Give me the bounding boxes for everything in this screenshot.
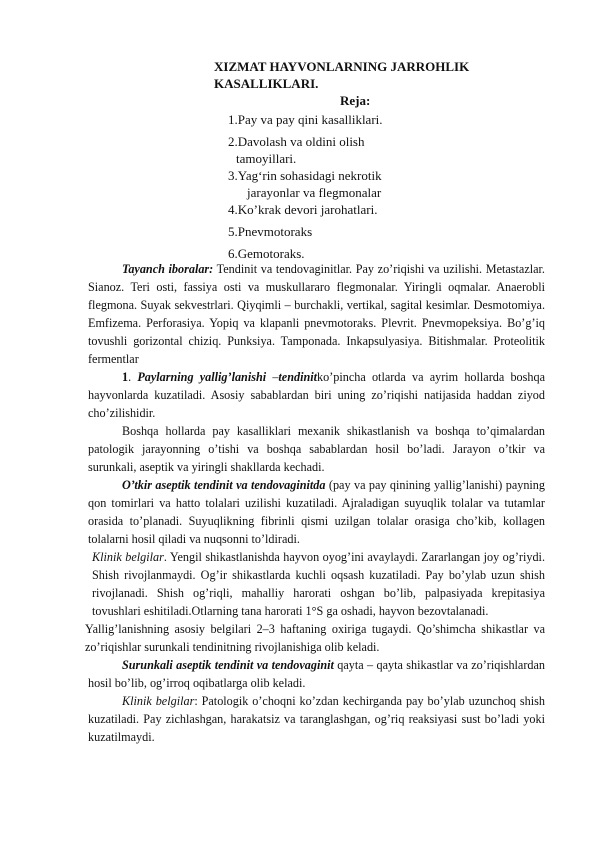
key-terms-label: Tayanch iboralar: [122,262,214,276]
section-number: 1 [122,370,129,384]
clinical-signs-label: Klinik belgilar [92,550,164,564]
section-heading: Paylarning yallig’lanishi [137,370,267,384]
paragraph-text: : Patologik o’choqni ko’zdan kechirganda pay bo’ylab uzunchoq shish kuzatiladi. Pay zichlashgan, harakatsiz va taranglashgan, og’riq reaksiyasi sust bo’ladi yoki kuzatilmaydi. [88,694,545,744]
plan-item-continuation: tamoyillari. [236,151,297,166]
plan-item-text: 1.Pay va pay qini kasalliklari. [228,112,383,127]
subsection-heading: Surunkali aseptik tendinit va tendovaginit [122,658,334,672]
paragraph-inflammation-end [85,620,545,656]
paragraph-text: . Yengil shikastlanishda hayvon oyog’ini avaylaydi. Zararlangan joy og’riydi. Shish rivojlanmaydi. Og’ir shikastlarda kuchli oqsash kuzatiladi. Pay bo’ylab uzun shish rivojlanadi. Shish og’riqli, mahalliy harorati oshgan bo’lib, palpasiyada krepitasiya tovushlari eshitiladi.Otlarning tana harorati 1°S ga oshadi, hayvon bezovtalanadi. [92,550,545,618]
plan-item-continuation: jarayonlar va flegmonalar [247,185,382,200]
plan-item-text: 5.Pnevmotoraks [228,224,313,239]
subsection-heading: O’tkir aseptik tendinit va tendovaginitda [122,478,326,492]
paragraph-text: Boshqa hollarda pay kasalliklari mexanik shikastlanish va boshqa to’qimalardan patologik jarayonning o’tishi va boshqa sabablardan hosil bo’ladi. Jarayon o’tkir va surunkali, aseptik va yiringli shakllarda kechadi. [88,424,545,474]
plan-item-5 [228,223,428,240]
document-title: XIZMAT HAYVONLARNING JARROHLIK KASALLIKLARI. [214,59,470,91]
plan-item-text: 4.Ko’krak devori jarohatlari. [228,202,378,217]
paragraph-text: (pay va pay qinining yallig’lanishi) payning qon tomirlari va hatto tolalari uzilishi kuzatiladi. Ajraladigan suyuqlik tolalar va tutamlar orasida to’planadi. Suyuqlikning fibrinli qismi uzilgan tolalar orasiga cho’kib, kollagen tolalarni hosil qiladi va nuqsonni to’ldiradi. [88,478,545,546]
paragraph-key-terms [88,260,545,368]
section-number-dot: . [128,370,138,384]
plan-item-text: 6.Gemotoraks. [228,246,305,261]
paragraph-clinical-signs-acute [88,548,545,620]
key-terms-text: Tendinit va tendovaginitlar. Pay zo’riqishi va uzilishi. Metastazlar. Sianoz. Teri osti, fassiya osti va muskullararo flegmonalar. Yiringli oqmalar. Anaerobli flegmona. Suyak sekvestrlari. Qiyqimli – burchakli, vertikal, sagital kesimlar. Desmotomiya. Emfizema. Perforasiya. Yopiq va klapanli pnevmotoraks. Plevrit. Pnevmopeksiya. Bo’g’iq tovushli gorizontal chiziq. Punksiya. Tamponada. Inkapsulyasiya. Bitishmalar. Proteolitik fermentlar [88,262,545,366]
paragraph-tendinitis-intro [88,368,545,422]
heading-dash: – [266,370,279,384]
plan-item-2 [228,133,428,167]
paragraph-text: qayta – qayta shikastlar va zo’riqishlardan hosil bo’lib, og’irroq oqibatlarga olib keladi. [88,658,545,690]
plan-item-text: 3.Yag‘rin sohasidagi nekrotik [228,168,382,183]
paragraph-acute-tendinitis [88,476,545,548]
paragraph-text: Yallig’lanishning asosiy belgilari 2–3 haftaning oxiriga tugaydi. Qo’shimcha shikastlar va zo’riqishlar surunkali tendinitning rivojlanishiga olib keladi. [85,622,545,654]
paragraph-causes [88,422,545,476]
paragraph-chronic-tendinitis [88,656,545,692]
plan-heading: Reja: [340,93,371,108]
plan-item-text: 2.Davolash va oldini olish [228,134,365,149]
plan-item-1 [228,111,428,128]
plan-item-3 [228,167,428,201]
document-body [85,260,545,746]
term-tendinit: tendinit [278,370,318,384]
paragraph-clinical-signs-chronic [88,692,545,746]
paragraph-text: ko’pincha otlarda va ayrim hollarda boshqa hayvonlarda kuzatiladi. Asosiy sabablardan biri uning zo’riqishi natijasida haddan ziyod cho’zilishidir. [88,370,545,420]
clinical-signs-label: Klinik belgilar [122,694,195,708]
plan-item-4 [228,201,428,218]
